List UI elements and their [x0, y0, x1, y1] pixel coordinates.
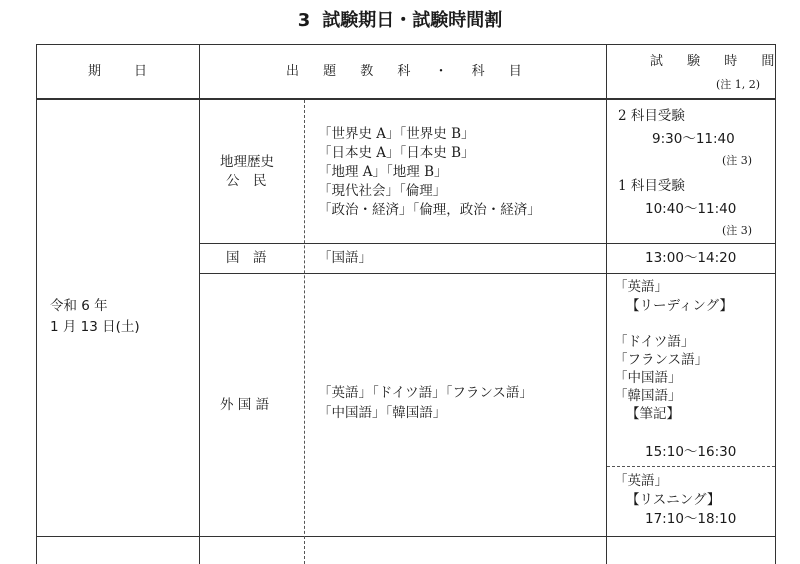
- table-border-top: [36, 44, 776, 45]
- foreign-time-line: 「ドイツ語」: [614, 334, 695, 350]
- category-civics: 公 民: [226, 173, 267, 189]
- geo-2-subject-label: 2 科目受験: [618, 108, 685, 124]
- row-divider-listening: [607, 466, 775, 467]
- subject-line: 「英語」「ドイツ語」「フランス語」: [318, 385, 533, 401]
- subject-line: 「日本史 A」「日本史 B」: [318, 145, 475, 161]
- subject-japanese: 「国語」: [318, 250, 372, 266]
- exam-schedule-table: [36, 44, 785, 564]
- header-time: 試 験 時 間: [650, 54, 785, 69]
- listening-line: 「英語」: [614, 473, 668, 489]
- foreign-time-line: 「中国語」: [614, 370, 682, 386]
- category-foreign-language: 外 国 語: [220, 397, 270, 413]
- col-divider-date: [199, 44, 200, 564]
- col-divider-dashed: [304, 100, 305, 564]
- header-divider: [36, 98, 776, 100]
- foreign-time-line: 「英語」: [614, 279, 668, 295]
- foreign-time-line: 【リーディング】: [626, 298, 734, 314]
- category-japanese: 国 語: [226, 250, 267, 266]
- subject-line: 「現代社会」「倫理」: [318, 183, 447, 199]
- row-divider-japanese: [199, 273, 776, 274]
- header-subjects: 出 題 教 科 ・ 科 目: [286, 64, 532, 79]
- listening-line: 【リスニング】: [626, 492, 721, 508]
- geo-2-subject-note: (注 3): [722, 154, 753, 167]
- time-japanese: 13:00～14:20: [645, 250, 737, 266]
- foreign-written-time: 15:10～16:30: [645, 444, 737, 460]
- geo-1-subject-note: (注 3): [722, 224, 753, 237]
- subject-line: 「政治・経済」「倫理，政治・経済」: [318, 202, 541, 218]
- geo-2-subject-time: 9:30～11:40: [652, 131, 735, 147]
- row-divider-geo: [199, 243, 776, 244]
- subject-line: 「地理 A」「地理 B」: [318, 164, 448, 180]
- category-geo-history: 地理歴史: [220, 154, 274, 170]
- section-title: 試験期日・試験時間割: [322, 10, 503, 31]
- table-border-right: [775, 44, 776, 564]
- foreign-time-line: 【筆記】: [626, 406, 680, 422]
- geo-1-subject-time: 10:40～11:40: [645, 201, 737, 217]
- row-divider-bottom: [36, 536, 776, 537]
- col-divider-time: [606, 44, 607, 564]
- geo-1-subject-label: 1 科目受験: [618, 178, 685, 194]
- page-title: [0, 6, 800, 32]
- subject-line: 「世界史 A」「世界史 B」: [318, 126, 475, 142]
- foreign-time-line: 「韓国語」: [614, 388, 682, 404]
- table-border-left: [36, 44, 37, 564]
- exam-date-day: 1 月 13 日(土): [50, 319, 140, 335]
- subject-line: 「中国語」「韓国語」: [318, 405, 447, 421]
- listening-time: 17:10～18:10: [645, 511, 737, 527]
- header-time-note: (注 1, 2): [716, 78, 761, 91]
- exam-date-year: 令和 6 年: [50, 298, 108, 314]
- foreign-time-line: 「フランス語」: [614, 352, 709, 368]
- header-date: 期 日: [88, 64, 158, 79]
- section-number: 3: [297, 10, 311, 31]
